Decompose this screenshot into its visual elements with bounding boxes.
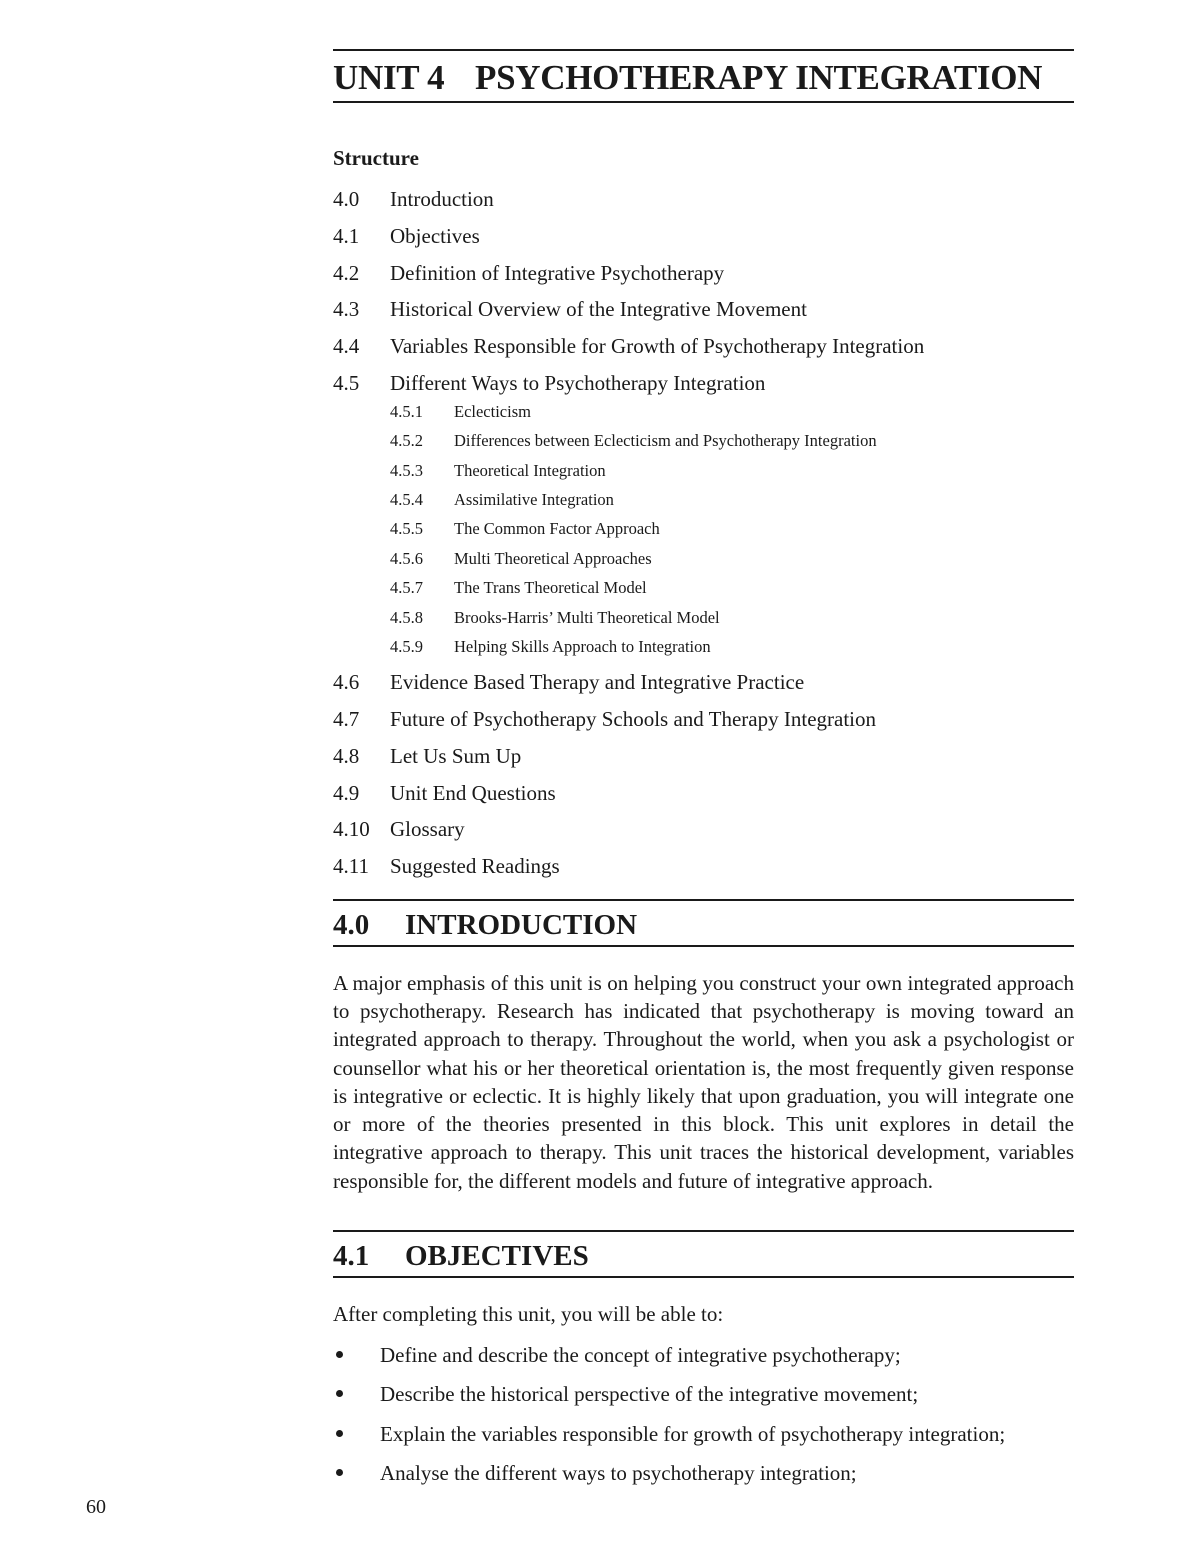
objectives-list [333, 1336, 1074, 1494]
toc-subitem-number: 4.5.9 [390, 636, 423, 656]
toc-subitem [333, 545, 1074, 574]
toc-subitem [333, 457, 1074, 486]
toc-item-label: Historical Overview of the Integrative Movement [390, 297, 807, 322]
objectives-lead: After completing this unit, you will be able to: [333, 1301, 724, 1326]
unit-bottom-rule [333, 101, 1074, 103]
unit-number: UNIT 4 [333, 58, 445, 97]
toc-item [333, 181, 1074, 218]
objective-item [333, 1336, 1074, 1376]
objective-item [333, 1454, 1074, 1494]
toc-item-number: 4.10 [333, 817, 370, 842]
toc-item [333, 328, 1074, 365]
toc-main-items-a [333, 181, 1074, 402]
bullet-icon [336, 1390, 343, 1397]
toc-subitem [333, 574, 1074, 603]
unit-title-text: PSYCHOTHERAPY INTEGRATION [475, 58, 1043, 97]
toc-item [333, 365, 1074, 402]
objective-text: Explain the variables responsible for growth of psychotherapy integration; [380, 1421, 1006, 1446]
toc-subitem-number: 4.5.1 [390, 401, 423, 421]
objective-text: Describe the historical perspective of the integrative movement; [380, 1382, 919, 1407]
toc-item-number: 4.4 [333, 334, 360, 359]
toc-item-label: Objectives [390, 223, 480, 248]
toc-item [333, 738, 1074, 775]
toc-item-label: Let Us Sum Up [390, 743, 522, 768]
introduction-bottom-rule [333, 945, 1074, 947]
introduction-paragraph: A major emphasis of this unit is on helping you construct your own integrated approach to psychotherapy. Research has indicated that psychotherapy is moving toward an integrated approach to therapy. Throughout the world, when you ask a psychologist or counsellor what his or her theoretical orientation is, the most frequently given response is integrative or eclectic. It is highly likely that upon graduation, you will integrate one or more of the theories presented in this block. This unit explores in detail the integrative approach to therapy. This unit traces the historical development, variables responsible for, the different models and future of integrative approach. [333, 971, 1074, 1193]
toc-subitem [333, 604, 1074, 633]
objective-item [333, 1415, 1074, 1455]
objectives-heading [333, 1232, 1074, 1276]
toc-subitem-number: 4.5.7 [390, 578, 423, 598]
toc-subitem-label: Multi Theoretical Approaches [454, 548, 652, 568]
toc-item-label: Evidence Based Therapy and Integrative Practice [390, 670, 805, 695]
toc-item-label: Introduction [390, 187, 494, 211]
toc-item-number: 4.2 [333, 260, 360, 285]
toc-main-items-b [333, 664, 1074, 885]
introduction-number: 4.0 [333, 909, 370, 942]
toc-item [333, 664, 1074, 701]
toc-subitem-label: The Common Factor Approach [454, 519, 660, 539]
toc-subitem [333, 486, 1074, 515]
toc-subitem [333, 398, 1074, 427]
bullet-icon [336, 1469, 343, 1476]
toc-subitem-number: 4.5.3 [390, 460, 423, 480]
toc-item [333, 291, 1074, 328]
toc-item-label: Future of Psychotherapy Schools and Therapy Integration [390, 707, 877, 732]
toc-item-number: 4.3 [333, 297, 360, 322]
toc-subitem [333, 633, 1074, 662]
toc-item-label: Variables Responsible for Growth of Psychotherapy Integration [390, 334, 925, 359]
toc-subitem [333, 427, 1074, 456]
toc-item-number: 4.9 [333, 780, 360, 805]
objectives-bottom-rule [333, 1276, 1074, 1278]
unit-title [333, 51, 1074, 101]
objectives-title: OBJECTIVES [405, 1239, 589, 1272]
toc-subitem-number: 4.5.2 [390, 431, 423, 451]
toc-subitem-label: Helping Skills Approach to Integration [454, 636, 711, 656]
toc-item-number: 4.7 [333, 707, 360, 732]
toc-item [333, 811, 1074, 848]
toc-subitem-label: Differences between Eclecticism and Psychotherapy Integration [454, 431, 877, 451]
toc-subitem-label: Theoretical Integration [454, 460, 606, 480]
introduction-title: INTRODUCTION [405, 909, 638, 942]
toc-item-number: 4.5 [333, 370, 360, 395]
toc-item-number: 4.11 [333, 854, 369, 879]
toc-item-number: 4.8 [333, 743, 360, 768]
toc-item-number: 4.6 [333, 670, 360, 695]
page-number: 60 [86, 1496, 106, 1518]
bullet-icon [336, 1430, 343, 1437]
toc-item [333, 775, 1074, 812]
toc-item [333, 255, 1074, 292]
toc-item-label: Glossary [390, 817, 465, 842]
bullet-icon [336, 1351, 343, 1358]
page-content [333, 0, 1074, 1494]
toc-subitem-number: 4.5.4 [390, 489, 423, 509]
toc-item [333, 848, 1074, 885]
toc-subitem-number: 4.5.8 [390, 607, 423, 627]
toc-subitem-number: 4.5.5 [390, 519, 423, 539]
toc-item-label: Different Ways to Psychotherapy Integration [390, 370, 766, 395]
toc-subitem-number: 4.5.6 [390, 548, 423, 568]
introduction-heading [333, 901, 1074, 945]
objective-text: Analyse the different ways to psychotherapy integration; [380, 1461, 857, 1486]
toc-item-label: Suggested Readings [390, 854, 560, 879]
toc-subitem-label: Eclecticism [454, 401, 531, 421]
table-of-contents [333, 181, 1074, 885]
toc-item-number: 4.1 [333, 223, 360, 248]
toc-subitem-label: Brooks-Harris’ Multi Theoretical Model [454, 607, 720, 627]
objective-text: Define and describe the concept of integrative psychotherapy; [380, 1342, 901, 1367]
toc-item [333, 218, 1074, 255]
toc-item [333, 701, 1074, 738]
structure-heading: Structure [333, 146, 419, 170]
toc-subitem [333, 515, 1074, 544]
objectives-number: 4.1 [333, 1239, 370, 1272]
toc-item-label: Unit End Questions [390, 780, 556, 805]
toc-subitems [333, 398, 1074, 663]
toc-item-number: 4.0 [333, 187, 360, 211]
objective-item [333, 1375, 1074, 1415]
toc-item-label: Definition of Integrative Psychotherapy [390, 260, 725, 285]
toc-subitem-label: The Trans Theoretical Model [454, 578, 647, 598]
toc-subitem-label: Assimilative Integration [454, 489, 614, 509]
